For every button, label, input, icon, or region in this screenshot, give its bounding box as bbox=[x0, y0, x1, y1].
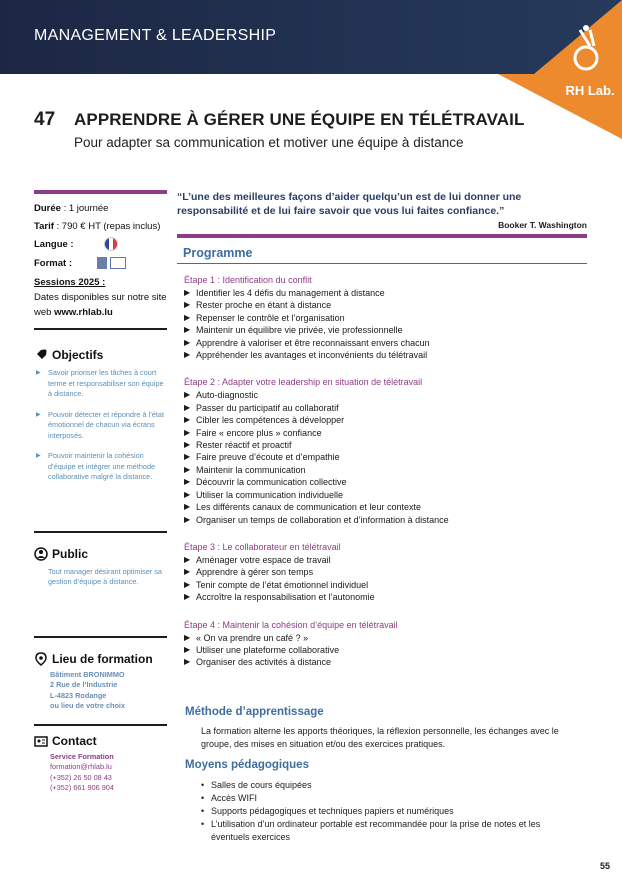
moyens-list bbox=[201, 779, 581, 844]
course-title: APPRENDRE À GÉRER UNE ÉQUIPE EN TÉLÉTRAVAIL bbox=[74, 110, 525, 129]
public-text: Tout manager désirant optimiser sa gestion d’équipe à distance. bbox=[48, 566, 162, 586]
category-title: MANAGEMENT & LEADERSHIP bbox=[34, 27, 277, 44]
divider bbox=[34, 531, 167, 533]
langue-row: Langue : bbox=[34, 237, 167, 252]
stage-title: Étape 4 : Maintenir la cohésion d’équipe en télétravail bbox=[184, 619, 398, 630]
sidebar-top-bar bbox=[34, 190, 167, 194]
website-link[interactable]: www.rhlab.lu bbox=[54, 307, 113, 318]
list-item: ▶ Repenser le contrôle et l’organisation bbox=[184, 312, 587, 324]
objectif-item: ▶ Pouvoir détecter et répondre à l’état émotionnel de chacun via écrans interposés. bbox=[34, 410, 167, 442]
moyens-title: Moyens pédagogiques bbox=[185, 759, 309, 771]
methode-title: Méthode d’apprentissage bbox=[185, 706, 324, 718]
objectifs-section bbox=[34, 348, 167, 483]
list-item: ▶ Accroître la responsabilisation et l’autonomie bbox=[184, 591, 587, 603]
objectif-item: ▶ Savoir prioriser les tâches à court terme et responsabiliser son équipe à distance. bbox=[34, 368, 167, 400]
logo-text: RH Lab. bbox=[565, 83, 615, 98]
methode-text: La formation alterne les apports théoriques, la réflexion personnelle, les échanges avec le groupe, des mises en situation et/ou des exercices pratiques. bbox=[201, 726, 559, 749]
list-item: • Accès WIFI bbox=[201, 792, 581, 805]
lieu-heading: Lieu de formation bbox=[34, 652, 167, 666]
quote-author: Booker T. Washington bbox=[498, 220, 587, 230]
french-flag-icon bbox=[104, 237, 118, 251]
public-heading: Public bbox=[34, 547, 167, 561]
contact-email[interactable]: formation@rhlab.lu bbox=[50, 762, 112, 771]
rocket-icon bbox=[34, 348, 48, 362]
list-item: ▶ Organiser des activités à distance bbox=[184, 656, 587, 668]
quote-text: “L’une des meilleures façons d’aider quelqu’un est de lui donner une responsabilité et de lui faire savoir que vous lui faites confiance.” bbox=[177, 191, 522, 217]
list-item: ▶ Faire preuve d’écoute et d’empathie bbox=[184, 451, 587, 463]
list-item: ▶ Rester proche en étant à distance bbox=[184, 299, 587, 311]
list-item: ▶ Auto-diagnostic bbox=[184, 389, 587, 401]
public-section bbox=[34, 547, 167, 588]
contact-details: Service Formation formation@rhlab.lu (+352) 26 50 08 43 (+352) 661 906 904 bbox=[34, 752, 167, 794]
list-item: ▶ Appréhender les avantages et inconvénients du télétravail bbox=[184, 349, 587, 361]
quote-bar bbox=[177, 234, 587, 238]
stage-items bbox=[177, 632, 587, 669]
list-item: • Salles de cours équipées bbox=[201, 779, 581, 792]
list-item: ▶ Les différents canaux de communication et leur contexte bbox=[184, 501, 587, 513]
course-subtitle: Pour adapter sa communication et motiver une équipe à distance bbox=[74, 135, 464, 150]
course-number: 47 bbox=[34, 109, 56, 130]
course-info bbox=[34, 201, 167, 320]
list-item: ▶ Découvrir la communication collective bbox=[184, 476, 587, 488]
programme-underline bbox=[177, 263, 587, 264]
programme-title: Programme bbox=[183, 246, 253, 260]
list-item: ▶ Utiliser la communication individuelle bbox=[184, 489, 587, 501]
lieu-section bbox=[34, 652, 167, 712]
divider bbox=[34, 636, 167, 638]
list-item: ▶ Identifier les 4 défis du management à distance bbox=[184, 287, 587, 299]
stage-title: Étape 1 : Identification du conflit bbox=[184, 275, 312, 285]
list-item: ▶ Maintenir un équilibre vie privée, vie professionnelle bbox=[184, 324, 587, 336]
objectifs-list bbox=[34, 368, 167, 483]
list-item: ▶ Apprendre à gérer son temps bbox=[184, 566, 587, 578]
list-item: ▶ Passer du participatif au collaboratif bbox=[184, 402, 587, 414]
list-item: ▶ Rester réactif et proactif bbox=[184, 439, 587, 451]
objectifs-heading: Objectifs bbox=[34, 348, 167, 362]
main-content bbox=[177, 190, 587, 669]
contact-heading: Contact bbox=[34, 734, 167, 748]
contact-section bbox=[34, 734, 167, 794]
divider bbox=[34, 328, 167, 330]
list-item: ▶ Cibler les compétences à développer bbox=[184, 414, 587, 426]
location-pin-icon bbox=[34, 652, 48, 666]
lieu-address: Bâtiment BRONIMMO 2 Rue de l’Industrie L-4823 Rodange ou lieu de votre choix bbox=[50, 669, 126, 710]
building-icon bbox=[97, 257, 107, 269]
list-item: ▶ Maintenir la communication bbox=[184, 464, 587, 476]
stage-title: Étape 3 : Le collaborateur en télétravail bbox=[184, 541, 341, 552]
list-item: ▶ Faire « encore plus » confiance bbox=[184, 427, 587, 439]
list-item: ▶ Utiliser une plateforme collaborative bbox=[184, 644, 587, 656]
divider bbox=[34, 724, 167, 726]
objectif-item: ▶ Pouvoir maintenir la cohésion d’équipe et intégrer une méthode collaborative malgré la distance. bbox=[34, 451, 167, 483]
format-row: Format : bbox=[34, 256, 167, 271]
people-icon bbox=[34, 547, 48, 561]
list-item: ▶ « On va prendre un café ? » bbox=[184, 632, 587, 644]
list-item: ▶ Tenir compte de l’état émotionnel individuel bbox=[184, 579, 587, 591]
contact-card-icon bbox=[34, 734, 48, 748]
stage-items bbox=[177, 554, 587, 604]
sessions-row: Sessions 2025 : Dates disponibles sur notre site web www.rhlab.lu bbox=[34, 277, 167, 318]
stage-items bbox=[177, 287, 587, 361]
list-item: ▶ Organiser un temps de collaboration et d’information à distance bbox=[184, 514, 587, 526]
list-item: ▶ Apprendre à valoriser et être reconnaissant envers chacun bbox=[184, 337, 587, 349]
stage-items bbox=[177, 389, 587, 525]
tarif-row: Tarif : 790 € HT (repas inclus) bbox=[34, 221, 161, 232]
page-number: 55 bbox=[599, 861, 610, 871]
remote-screen-icon bbox=[110, 257, 126, 269]
list-item: • Supports pédagogiques et techniques papiers et numériques bbox=[201, 805, 581, 818]
sidebar bbox=[34, 190, 167, 794]
stage-title: Étape 2 : Adapter votre leadership en situation de télétravail bbox=[184, 377, 423, 388]
list-item: • L’utilisation d’un ordinateur portable est recommandée pour la prise de notes et les éventuels exercices bbox=[201, 818, 581, 844]
list-item: ▶ Aménager votre espace de travail bbox=[184, 554, 587, 566]
duree-row: Durée : 1 journée bbox=[34, 203, 109, 214]
